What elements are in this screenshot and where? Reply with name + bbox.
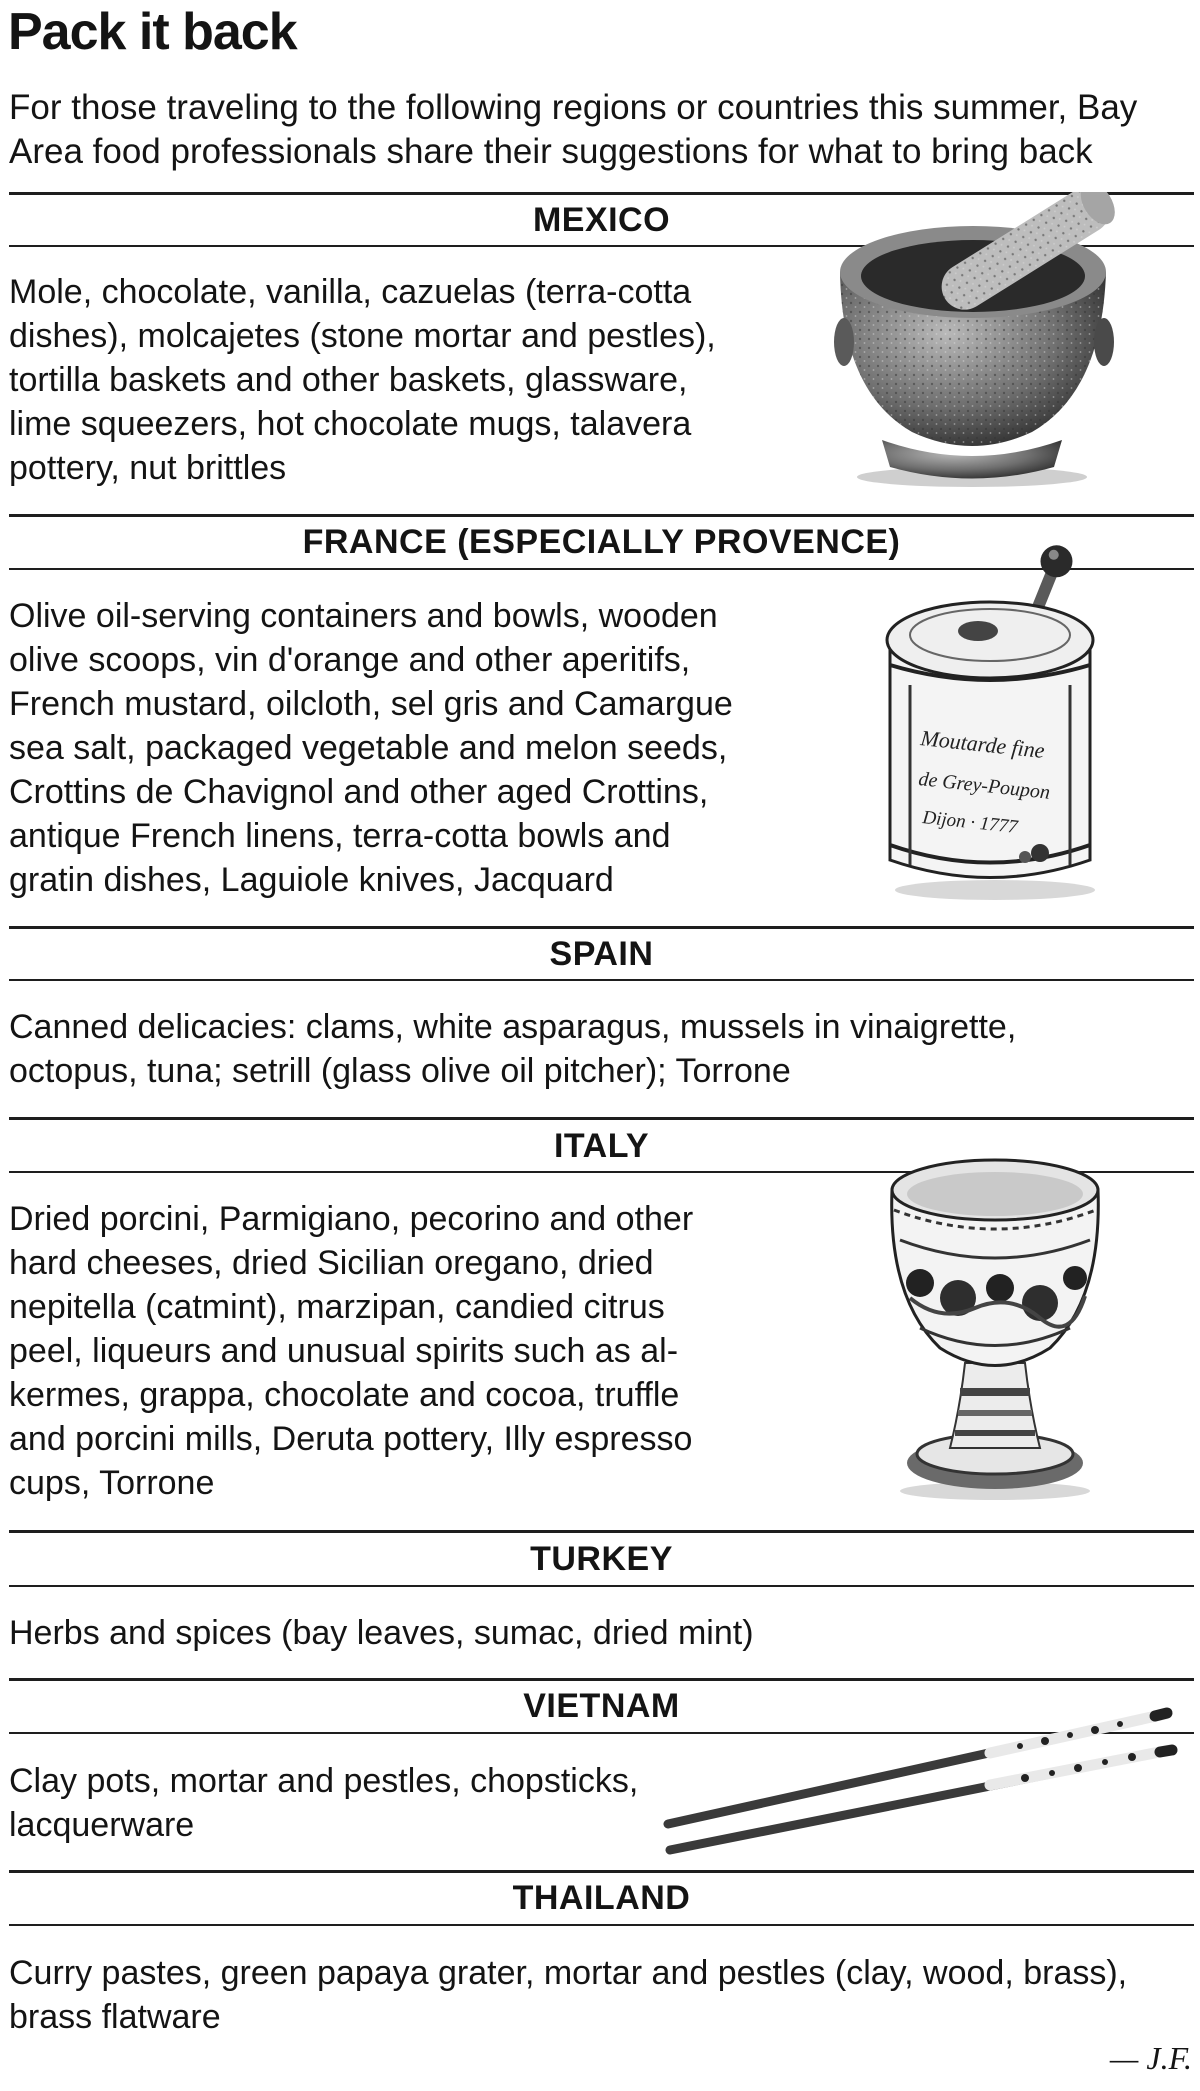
body-line: Mole, chocolate, vanilla, cazuelas (terra-cotta bbox=[9, 273, 692, 311]
section-body-mexico bbox=[9, 270, 716, 490]
body-line: Curry pastes, green papaya grater, mortar and pestles (clay, wood, brass), bbox=[9, 1954, 1128, 1992]
section-heading-turkey: TURKEY bbox=[530, 1540, 673, 1578]
mustard-label-line: de Grey-Poupon bbox=[917, 768, 1052, 804]
body-line: Canned delicacies: clams, white asparagus, mussels in vinaigrette, bbox=[9, 1008, 1017, 1046]
body-line: lacquerware bbox=[9, 1806, 195, 1844]
body-line: antique French linens, terra-cotta bowls and bbox=[9, 817, 671, 855]
body-line: lime squeezers, hot chocolate mugs, talavera bbox=[9, 405, 692, 443]
section-divider bbox=[9, 1530, 1194, 1533]
article-intro bbox=[9, 86, 1194, 174]
author-credit: — J.F. bbox=[1109, 2040, 1192, 2076]
mustard-label-line: Moutarde fine bbox=[919, 725, 1046, 763]
mustard-pot-image bbox=[870, 535, 1110, 905]
molcajete-image bbox=[822, 192, 1122, 492]
section-heading-france: FRANCE (ESPECIALLY PROVENCE) bbox=[302, 523, 901, 561]
intro-line: Area food professionals share their suggestions for what to bring back bbox=[9, 132, 1093, 171]
section-divider bbox=[9, 926, 1194, 929]
section-body-thailand bbox=[9, 1951, 1127, 2039]
body-line: French mustard, oilcloth, sel gris and Camargue bbox=[9, 685, 733, 723]
section-heading-vietnam: VIETNAM bbox=[523, 1687, 680, 1725]
body-line: Olive oil-serving containers and bowls, wooden bbox=[9, 597, 718, 635]
section-body-france bbox=[9, 594, 733, 902]
mustard-label-line: Dijon · 1777 bbox=[921, 807, 1019, 838]
section-heading-mexico: MEXICO bbox=[532, 201, 671, 239]
body-line: octopus, tuna; setrill (glass olive oil pitcher); Torrone bbox=[9, 1052, 791, 1090]
heading-rule bbox=[9, 1924, 1194, 1926]
body-line: sea salt, packaged vegetable and melon seeds, bbox=[9, 729, 728, 767]
body-line: Dried porcini, Parmigiano, pecorino and other bbox=[9, 1200, 694, 1238]
heading-rule bbox=[9, 979, 1194, 981]
section-body-vietnam bbox=[9, 1759, 638, 1847]
section-divider bbox=[9, 514, 1194, 517]
body-line: olive scoops, vin d'orange and other aperitifs, bbox=[9, 641, 691, 679]
section-body-turkey bbox=[9, 1611, 754, 1655]
body-line: nepitella (catmint), marzipan, candied citrus bbox=[9, 1288, 665, 1326]
body-line: brass flatware bbox=[9, 1998, 221, 2036]
section-divider bbox=[9, 1117, 1194, 1120]
section-heading-thailand: THAILAND bbox=[512, 1879, 691, 1917]
body-line: hard cheeses, dried Sicilian oregano, dried bbox=[9, 1244, 654, 1282]
body-line: and porcini mills, Deruta pottery, Illy espresso bbox=[9, 1420, 693, 1458]
section-heading-spain: SPAIN bbox=[549, 935, 654, 973]
body-line: peel, liqueurs and unusual spirits such as al- bbox=[9, 1332, 679, 1370]
chopsticks-image bbox=[660, 1700, 1180, 1860]
heading-rule bbox=[9, 1585, 1194, 1587]
body-line: Clay pots, mortar and pestles, chopsticks, bbox=[9, 1762, 639, 1800]
body-line: gratin dishes, Laguiole knives, Jacquard bbox=[9, 861, 614, 899]
section-heading-italy: ITALY bbox=[553, 1127, 650, 1165]
body-line: tortilla baskets and other baskets, glassware, bbox=[9, 361, 688, 399]
section-body-italy bbox=[9, 1197, 693, 1505]
intro-line: For those traveling to the following regions or countries this summer, Bay bbox=[9, 88, 1138, 127]
section-divider bbox=[9, 1870, 1194, 1873]
body-line: Crottins de Chavignol and other aged Crottins, bbox=[9, 773, 709, 811]
body-line: dishes), molcajetes (stone mortar and pestles), bbox=[9, 317, 716, 355]
body-line: Herbs and spices (bay leaves, sumac, dried mint) bbox=[9, 1614, 754, 1652]
body-line: kermes, grappa, chocolate and cocoa, truffle bbox=[9, 1376, 680, 1414]
section-body-spain bbox=[9, 1005, 1016, 1093]
body-line: cups, Torrone bbox=[9, 1464, 215, 1502]
body-line: pottery, nut brittles bbox=[9, 449, 287, 487]
deruta-cup-image bbox=[880, 1148, 1110, 1503]
article-title: Pack it back bbox=[8, 3, 297, 61]
section-divider bbox=[9, 1678, 1194, 1681]
